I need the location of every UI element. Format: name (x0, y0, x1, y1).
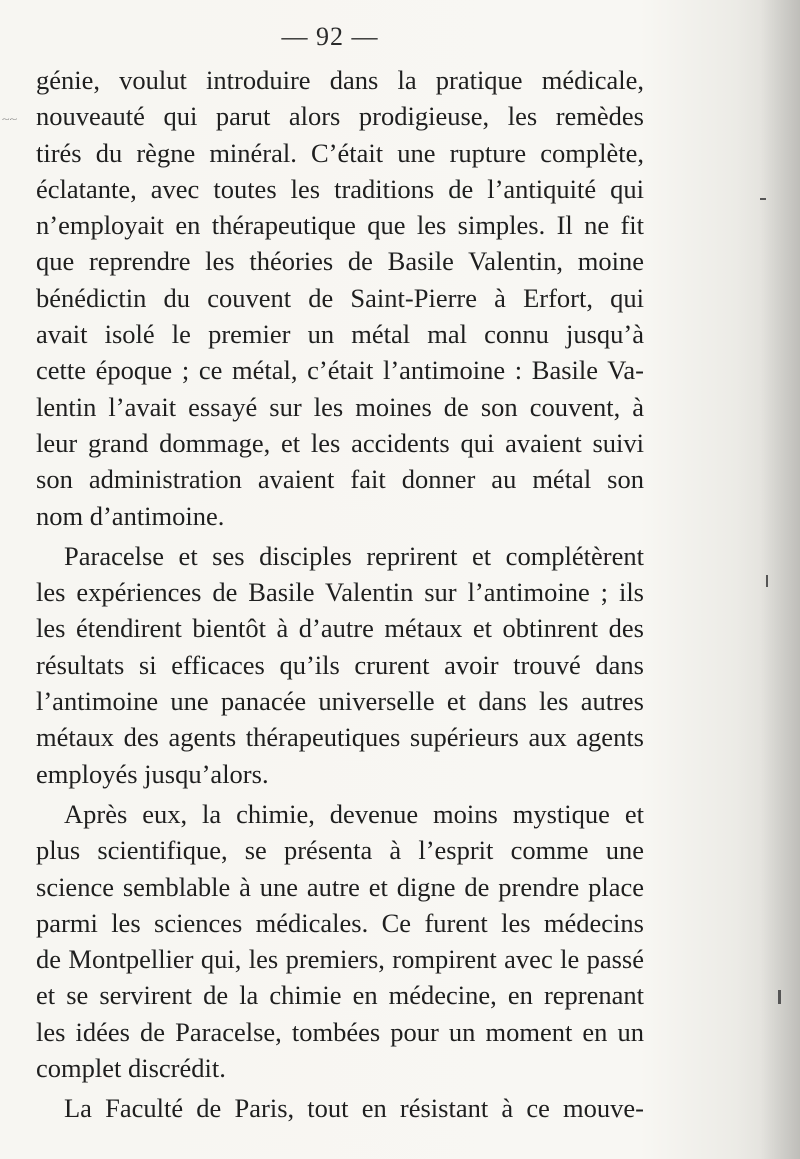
text-line: science semblable à une autre et digne de prendre place (36, 871, 644, 902)
text-line: résultats si efficaces qu’ils crurent avoir trouvé dans (36, 649, 644, 680)
text-line: de Montpellier qui, les premiers, rompirent avec le passé (36, 944, 644, 975)
text-line: cette époque ; ce métal, c’était l’antimoine : Basile Va- (36, 355, 644, 386)
text-line: bénédictin du couvent de Saint-Pierre à Erfort, qui (36, 282, 644, 313)
text-line: l’antimoine une panacée universelle et dans les autres (36, 686, 644, 717)
text-line: employés jusqu’alors. (36, 758, 269, 789)
edge-tick-mark (766, 575, 768, 587)
body-text (36, 62, 644, 1127)
text-line: Après eux, la chimie, devenue moins mystique et (64, 798, 644, 829)
page-number: — 92 — (281, 22, 379, 51)
edge-tick-mark (778, 990, 781, 1004)
text-line: La Faculté de Paris, tout en résistant à ce mouve- (64, 1093, 644, 1124)
text-line: et se servirent de la chimie en médecine, en reprenant (36, 980, 644, 1011)
text-line: éclatante, avec toutes les traditions de l’antiquité qui (36, 173, 644, 204)
text-line: les expériences de Basile Valentin sur l’antimoine ; ils (36, 577, 644, 608)
text-line: Paracelse et ses disciples reprirent et complétèrent (64, 540, 644, 571)
text-line: lentin l’avait essayé sur les moines de son couvent, à (36, 391, 644, 422)
text-line: parmi les sciences médicales. Ce furent les médecins (36, 907, 644, 938)
text-line: génie, voulut introduire dans la pratique médicale, (36, 65, 644, 95)
text-line: leur grand dommage, et les accidents qui avaient suivi (36, 427, 644, 458)
text-line: tirés du règne minéral. C’était une rupture complète, (36, 137, 644, 168)
text-line: métaux des agents thérapeutiques supérieurs aux agents (36, 722, 644, 753)
text-line: plus scientifique, se présenta à l’esprit comme une (36, 835, 644, 866)
text-line: que reprendre les théories de Basile Valentin, moine (36, 246, 644, 277)
text-line: complet discrédit. (36, 1053, 226, 1084)
text-line: nouveauté qui parut alors prodigieuse, les remèdes (36, 101, 644, 132)
text-line: les étendirent bientôt à d’autre métaux et obtinrent des (36, 613, 644, 644)
margin-pencil-mark: ~~ (2, 115, 18, 125)
text-line: nom d’antimoine. (36, 500, 225, 531)
text-line: avait isolé le premier un métal mal connu jusqu’à (36, 319, 644, 350)
text-line: son administration avaient fait donner au métal son (36, 464, 644, 495)
edge-tick-mark (760, 198, 766, 200)
text-line: n’employait en thérapeutique que les simples. Il ne fit (36, 210, 644, 241)
text-line: les idées de Paracelse, tombées pour un moment en un (36, 1016, 644, 1047)
